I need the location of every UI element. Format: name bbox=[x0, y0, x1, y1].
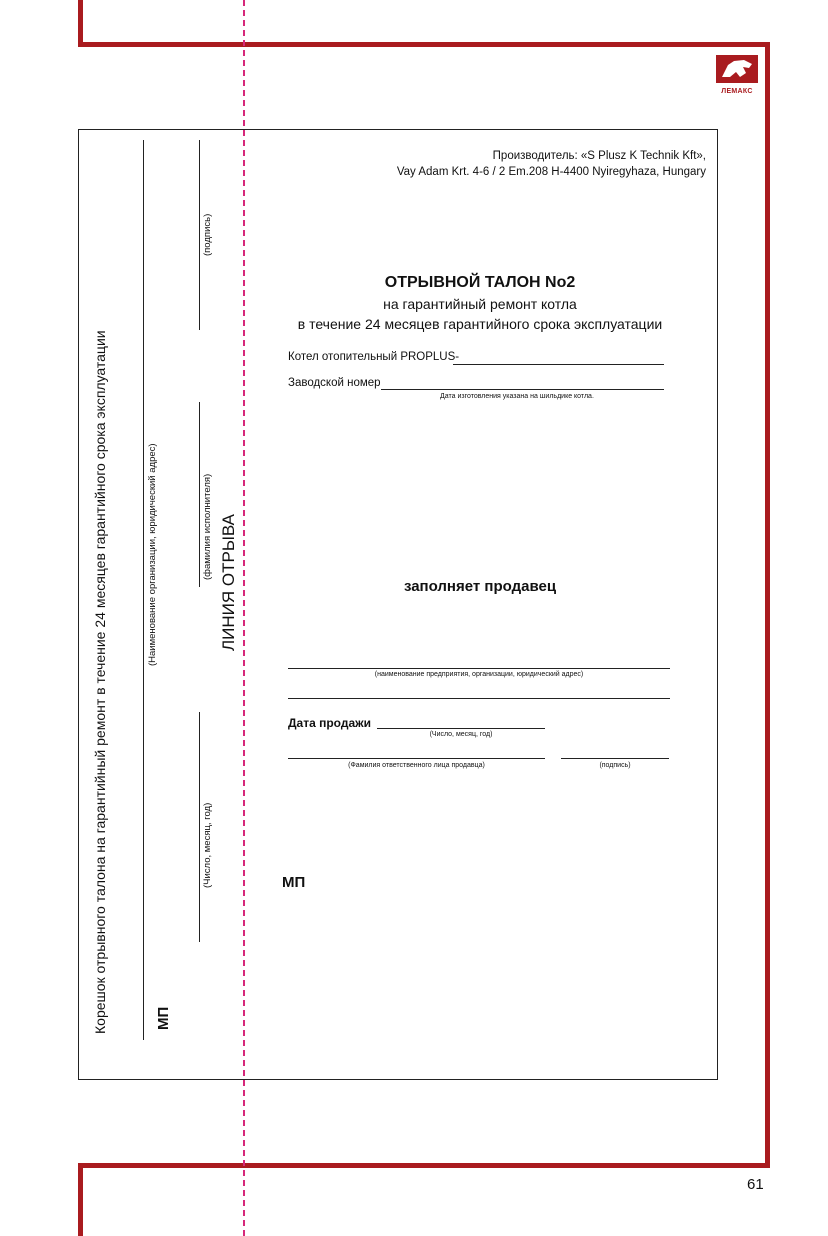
manufacturer-line-2: Vay Adam Krt. 4-6 / 2 Em.208 H-4400 Nyiregyhaza, Hungary bbox=[396, 166, 706, 178]
organization-field-line-2[interactable] bbox=[288, 698, 670, 699]
page-number: 61 bbox=[747, 1176, 764, 1193]
coupon-subtitle-2: в течение 24 месяцев гарантийного срока эксплуатации bbox=[297, 316, 663, 332]
frame-top-horizontal bbox=[78, 42, 770, 47]
manufacture-date-note: Дата изготовления указана на шильдике котла. bbox=[440, 393, 594, 400]
stub-divider-signature bbox=[199, 140, 200, 330]
logo-wordmark: ЛЕМАКС bbox=[721, 88, 753, 95]
stub-org-caption: (Наименование организации, юридический адрес) bbox=[147, 443, 158, 666]
sale-date-label: Дата продажи bbox=[288, 716, 372, 730]
stub-executor-caption: (фамилия исполнителя) bbox=[202, 473, 213, 580]
stub-date-caption: (Число, месяц, год) bbox=[202, 802, 213, 888]
manufacturer-line-1: Производитель: «S Plusz K Technik Kft», bbox=[492, 150, 706, 162]
seller-signature-caption: (подпись) bbox=[599, 762, 631, 769]
brand-logo bbox=[716, 55, 758, 95]
stub-divider-left bbox=[143, 140, 144, 1040]
coupon-stamp: МП bbox=[282, 874, 306, 891]
seller-fills-heading: заполняет продавец bbox=[403, 578, 557, 595]
stub-title: Корешок отрывного талона на гарантийный ремонт в течение 24 месяцев гарантийного срока эксплуатации bbox=[92, 330, 108, 1034]
horse-head-logo-icon bbox=[716, 55, 758, 83]
tear-line-label: ЛИНИЯ ОТРЫВА bbox=[219, 514, 238, 651]
organization-caption: (наименование предприятия, организации, юридический адрес) bbox=[374, 671, 584, 678]
frame-bottom-vertical bbox=[78, 1163, 83, 1236]
serial-number-field[interactable] bbox=[381, 389, 664, 390]
seller-signature-field[interactable] bbox=[561, 758, 669, 759]
coupon-title: ОТРЫВНОЙ ТАЛОН No2 bbox=[384, 274, 576, 291]
frame-right-vertical bbox=[765, 42, 770, 1168]
stub-signature-caption: (подпись) bbox=[202, 213, 213, 256]
serial-label: Заводской номер bbox=[288, 377, 381, 389]
responsible-person-caption: (Фамилия ответственного лица продавца) bbox=[348, 762, 485, 769]
sale-date-field[interactable] bbox=[377, 728, 545, 729]
organization-field-line-1[interactable] bbox=[288, 668, 670, 669]
stub-divider-date bbox=[199, 712, 200, 942]
stub-divider-executor bbox=[199, 402, 200, 587]
frame-bottom-horizontal bbox=[78, 1163, 770, 1168]
warranty-form bbox=[78, 129, 718, 1080]
frame-top-vertical bbox=[78, 0, 83, 47]
stub-stamp: МП bbox=[155, 1006, 172, 1030]
boiler-label: Котел отопительный PROPLUS- bbox=[288, 351, 460, 363]
sale-date-caption: (Число, месяц, год) bbox=[429, 731, 493, 738]
boiler-model-field[interactable] bbox=[453, 364, 664, 365]
coupon-subtitle-1: на гарантийный ремонт котла bbox=[383, 296, 577, 312]
responsible-person-field[interactable] bbox=[288, 758, 545, 759]
